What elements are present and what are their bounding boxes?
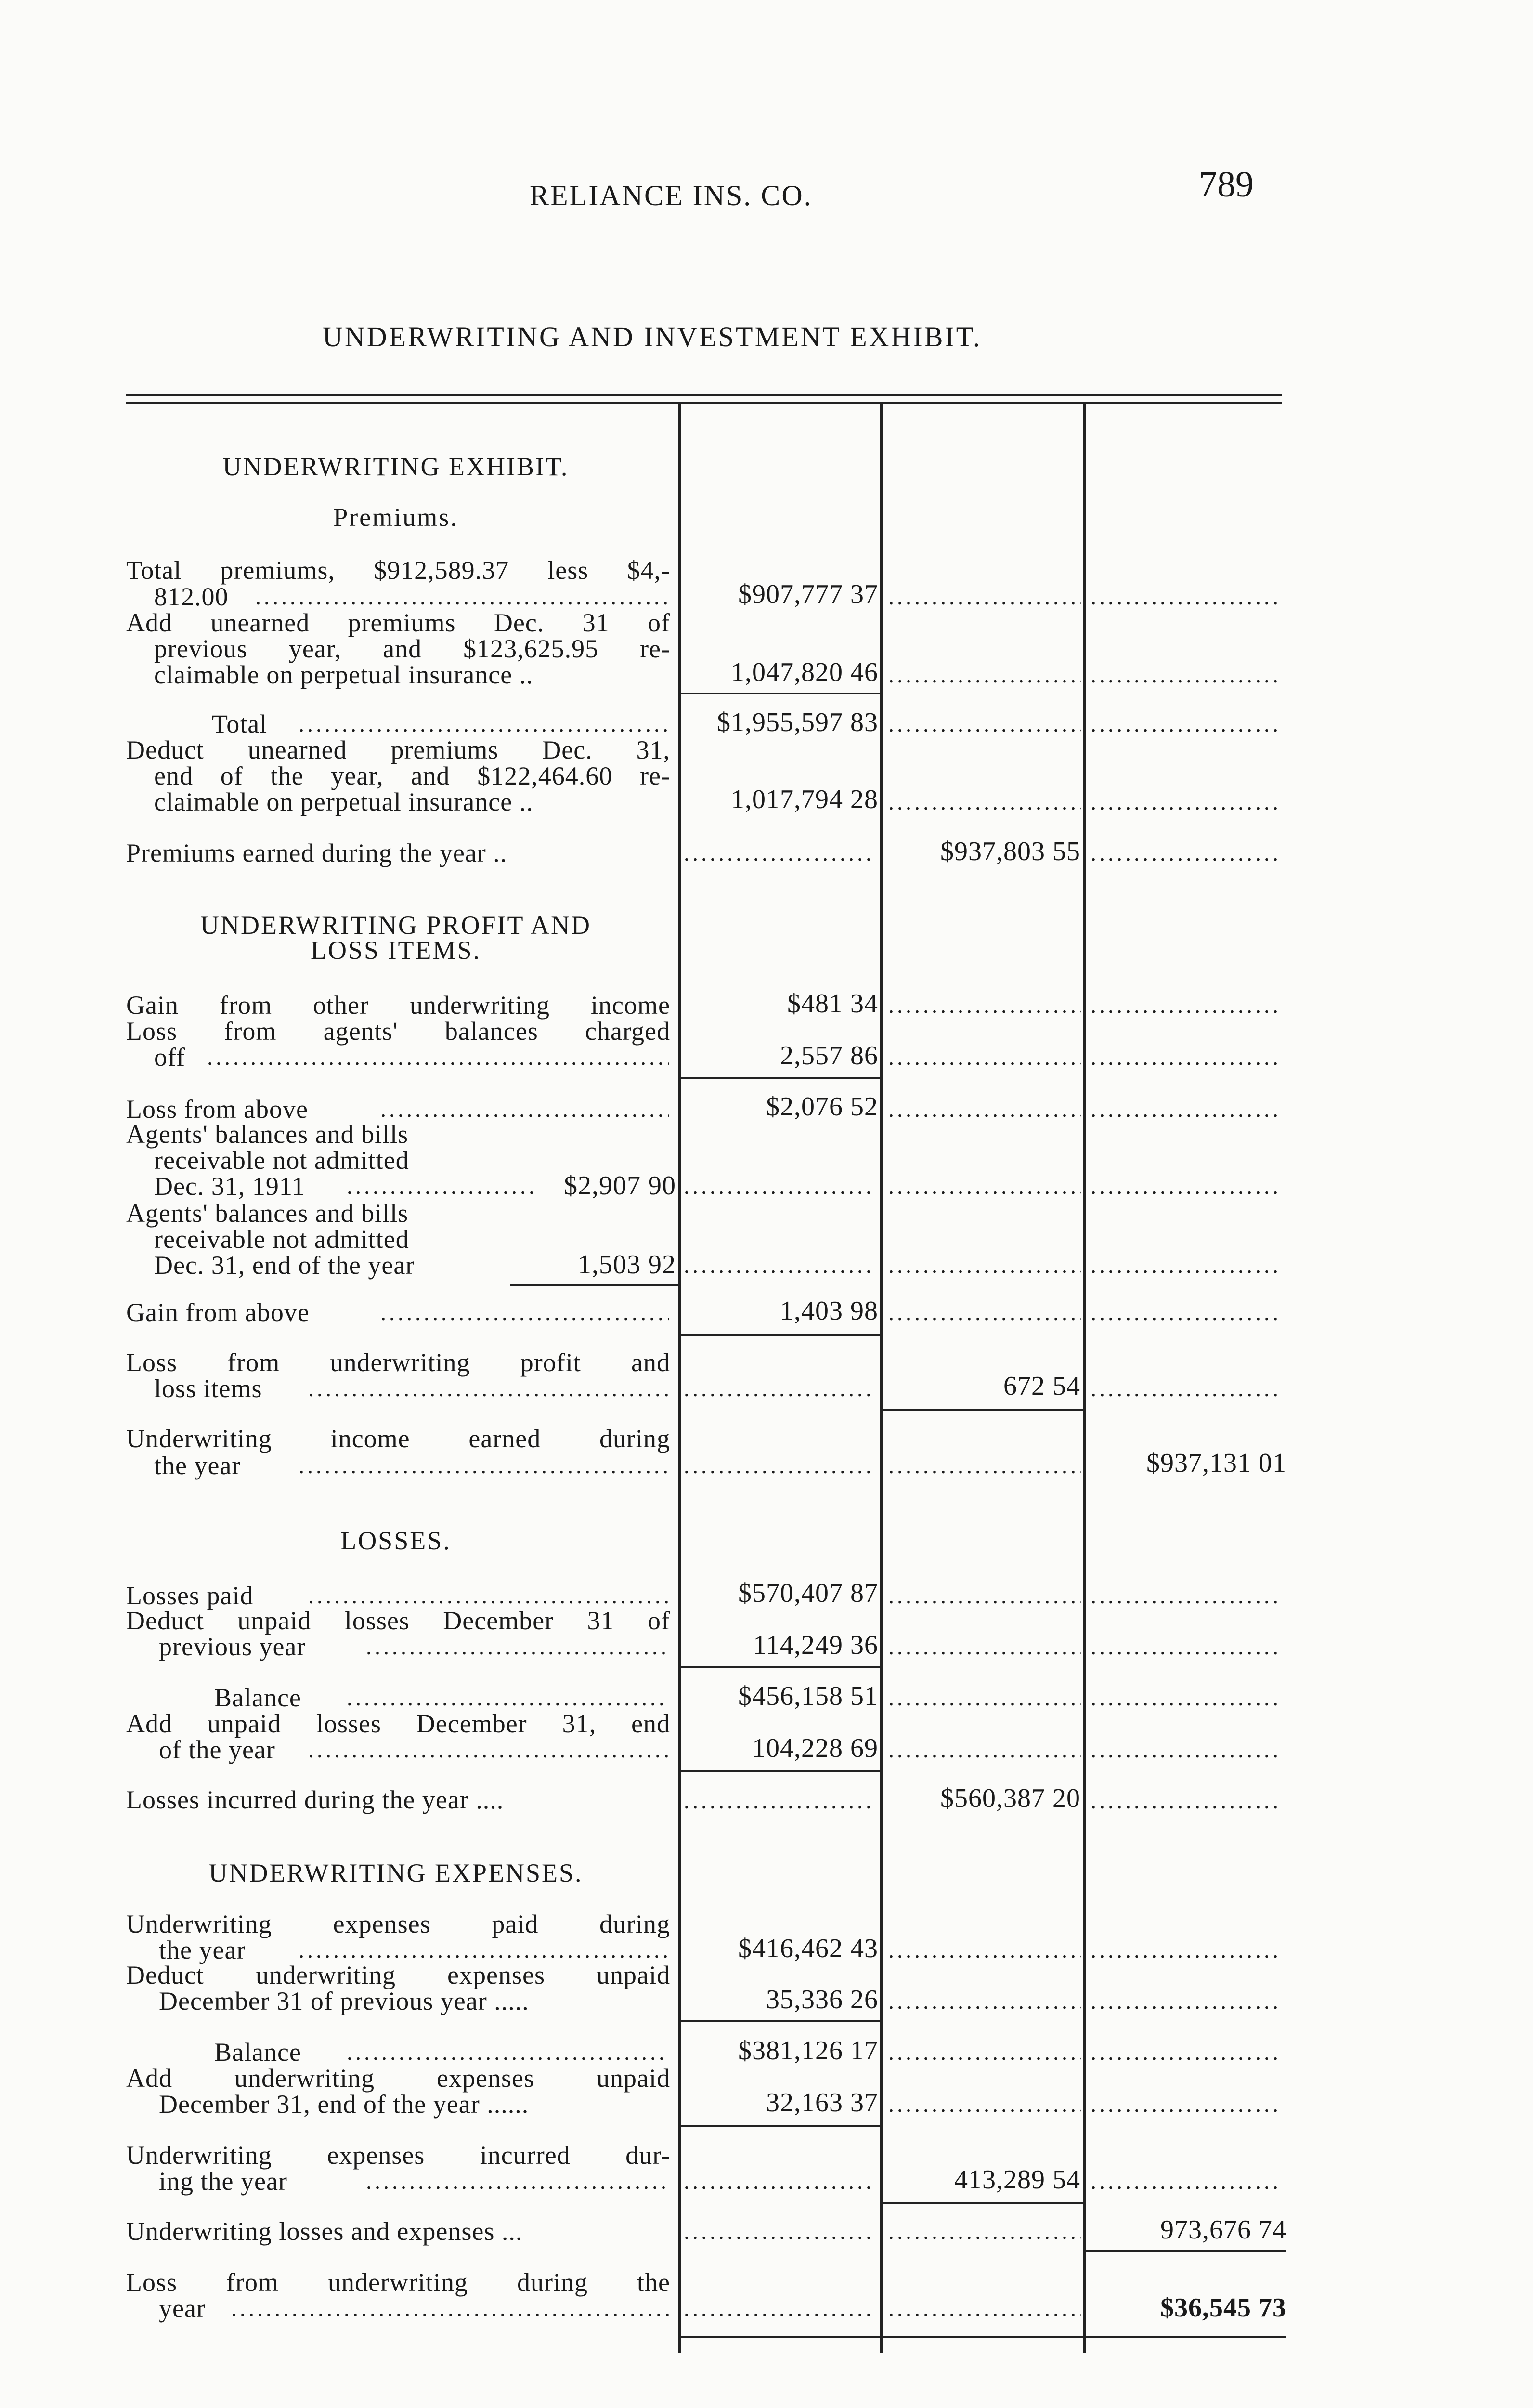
leader-dots [684,1788,876,1814]
leader-dots [1091,1788,1283,1814]
underwriting-income-earned-line2: the year [154,1451,241,1480]
expenses-paid-amount: $416,462 43 [738,1934,878,1963]
deduct-unearned-line3: claimable on perpetual insurance .. [154,787,533,816]
deduct-expenses-unpaid-line2: December 31 of previous year ..... [159,1987,529,2015]
leader-dots [888,1634,1081,1660]
leader-dots [1091,1685,1283,1711]
losses-balance-amount: $456,158 51 [738,1681,878,1711]
leader-dots [684,2218,876,2245]
leader-dots [1091,1096,1283,1123]
agents-balances-end-amount: 1,503 92 [578,1250,676,1280]
section-heading-losses: LOSSES. [340,1526,451,1555]
gain-other-income-label: Gain from other underwriting income [126,991,670,1020]
underwriting-losses-expenses-label: Underwriting losses and expenses ... [126,2217,523,2246]
leader-dots [1091,840,1283,866]
loss-profit-loss-items-line1: Loss from underwriting profit and [126,1348,670,1377]
loss-profit-loss-items-amount: 672 54 [1003,1371,1080,1401]
loss-from-above-label: Loss from above [126,1095,308,1124]
add-expenses-unpaid-amount: 32,163 37 [766,2088,878,2118]
leader-dots [1091,1173,1283,1200]
leader-dots [684,1252,876,1279]
underwriting-income-earned-line1: Underwriting income earned during [126,1424,670,1453]
leader-dots [1091,2091,1283,2118]
add-unpaid-losses-line1: Add unpaid losses December 31, end [126,1709,670,1738]
table-bottom-rule [680,2336,1286,2338]
leader-dots [347,2039,669,2066]
column-divider-3 [1083,403,1086,2353]
loss-from-underwriting-line2: year [159,2294,206,2323]
leader-dots [684,840,876,866]
losses-incurred-label: Losses incurred during the year .... [126,1785,504,1814]
expenses-balance-label: Balance [214,2038,301,2067]
agents-balances-1911-line3: Dec. 31, 1911 [154,1172,305,1201]
table-top-rule [126,394,1282,396]
deduct-unearned-line2: end of the year, and $122,464.60 re- [154,761,670,790]
section-heading-expenses: UNDERWRITING EXPENSES. [208,1858,583,1887]
leader-dots [888,2218,1081,2245]
losses-balance-label: Balance [214,1683,301,1712]
sum-rule [510,1284,678,1286]
gain-other-income-amount: $481 34 [787,989,878,1019]
leader-dots [888,1299,1081,1326]
leader-dots [1091,2039,1283,2066]
premiums-total-amount: $907,777 37 [738,579,878,609]
leader-dots [1091,711,1283,737]
leader-dots [684,1453,876,1479]
add-expenses-unpaid-line2: December 31, end of the year ...... [159,2090,529,2119]
leader-dots [684,1173,876,1200]
add-unearned-line3: claimable on perpetual insurance .. [154,660,533,689]
leader-dots [231,2295,669,2322]
sum-rule [680,1077,880,1079]
add-expenses-unpaid-line1: Add underwriting expenses unpaid [126,2064,670,2093]
sum-rule [680,1334,880,1336]
page-title: UNDERWRITING AND INVESTMENT EXHIBIT. [323,321,982,353]
loss-profit-loss-items-line2: loss items [154,1374,262,1403]
sum-rule [882,1409,1083,1411]
deduct-expenses-unpaid-amount: 35,336 26 [766,1985,878,2015]
leader-dots [299,1453,669,1479]
leader-dots [684,1375,876,1402]
premiums-total-line2: 812.00 [154,582,229,611]
premiums-earned-amount: $937,803 55 [940,837,1080,866]
expenses-balance-amount: $381,126 17 [738,2036,878,2066]
expenses-incurred-amount: 413,289 54 [954,2165,1080,2195]
losses-paid-amount: $570,407 87 [738,1578,878,1608]
subheading-premiums: Premiums. [333,503,458,532]
losses-incurred-amount: $560,387 20 [940,1783,1080,1813]
gain-from-above-amount: 1,403 98 [780,1296,878,1326]
leader-dots [684,2295,876,2322]
leader-dots [255,584,669,610]
leader-dots [380,1299,669,1326]
leader-dots [888,711,1081,737]
leader-dots [1091,1299,1283,1326]
leader-dots [1091,1988,1283,2015]
add-unearned-line1: Add unearned premiums Dec. 31 of [126,608,670,637]
leader-dots [366,1634,669,1660]
agents-balances-end-line1: Agents' balances and bills [126,1199,409,1228]
deduct-unearned-amount: 1,017,794 28 [731,785,878,814]
expenses-paid-line2: the year [159,1936,246,1964]
leader-dots [888,1044,1081,1071]
leader-dots [888,1173,1081,1200]
section-heading-profit-loss-1: UNDERWRITING PROFIT AND [200,911,592,940]
deduct-unpaid-losses-line1: Deduct unpaid losses December 31 of [126,1606,670,1635]
agents-balances-1911-line2: receivable not admitted [154,1146,409,1175]
deduct-unpaid-losses-line2: previous year [159,1632,306,1661]
leader-dots [888,2091,1081,2118]
table-top-rule-double [126,402,1282,404]
leader-dots [347,1685,669,1711]
leader-dots [888,789,1081,815]
add-unearned-line2: previous year, and $123,625.95 re- [154,634,670,663]
agents-balances-end-line2: receivable not admitted [154,1225,409,1254]
add-unpaid-losses-line2: of the year [159,1735,275,1764]
deduct-expenses-unpaid-line1: Deduct underwriting expenses unpaid [126,1961,670,1989]
leader-dots [888,2295,1081,2322]
add-unpaid-losses-amount: 104,228 69 [752,1733,878,1763]
leader-dots [1091,2168,1283,2195]
leader-dots [308,1737,669,1763]
deduct-unearned-line1: Deduct unearned premiums Dec. 31, [126,735,670,764]
leader-dots [1091,584,1283,610]
leader-dots [1091,1044,1283,1071]
underwriting-income-earned-amount: $937,131 01 [1146,1448,1286,1478]
section-heading-underwriting: UNDERWRITING EXHIBIT. [222,452,569,481]
expenses-paid-line1: Underwriting expenses paid during [126,1910,670,1938]
section-heading-profit-loss-2: LOSS ITEMS. [310,936,481,965]
leader-dots [888,1737,1081,1763]
leader-dots [684,2168,876,2195]
underwriting-losses-expenses-amount: 973,676 74 [1160,2215,1286,2245]
leader-dots [1091,1375,1283,1402]
sum-rule [680,693,880,694]
leader-dots [888,1937,1081,1963]
leader-dots [888,1583,1081,1609]
loss-from-underwriting-line1: Loss from underwriting during the [126,2268,670,2297]
column-divider-1 [678,403,681,2353]
loss-agents-balances-line2: off [154,1043,185,1072]
agents-balances-1911-amount: $2,907 90 [564,1171,676,1201]
leader-dots [888,1096,1081,1123]
expenses-incurred-line2: ing the year [159,2167,287,2196]
leader-dots [1091,1634,1283,1660]
leader-dots [308,1375,669,1402]
leader-dots [1091,662,1283,688]
leader-dots [299,1937,669,1963]
leader-dots [347,1173,539,1200]
sum-rule [680,1770,880,1772]
premiums-earned-label: Premiums earned during the year .. [126,838,507,867]
losses-paid-label: Losses paid [126,1581,254,1610]
deduct-unpaid-losses-amount: 114,249 36 [753,1630,878,1660]
sum-rule [680,2020,880,2022]
leader-dots [888,1453,1081,1479]
leader-dots [380,1096,669,1123]
leader-dots [888,992,1081,1019]
leader-dots [888,1252,1081,1279]
leader-dots [1091,1737,1283,1763]
sum-rule [882,2202,1083,2204]
running-head: RELIANCE INS. CO. [530,180,813,211]
leader-dots [888,1685,1081,1711]
leader-dots [308,1583,669,1609]
leader-dots [207,1044,669,1071]
sum-rule [680,1666,880,1668]
loss-agents-balances-line1: Loss from agents' balances charged [126,1017,670,1046]
premiums-subtotal-label: Total [212,709,268,738]
leader-dots [888,662,1081,688]
leader-dots [888,1988,1081,2015]
loss-agents-balances-amount: 2,557 86 [780,1041,878,1071]
sum-rule [680,2125,880,2127]
expenses-incurred-line1: Underwriting expenses incurred dur- [126,2141,670,2170]
agents-balances-1911-line1: Agents' balances and bills [126,1120,409,1149]
leader-dots [1091,1583,1283,1609]
leader-dots [1091,789,1283,815]
premiums-subtotal-amount: $1,955,597 83 [717,707,878,737]
leader-dots [1091,1937,1283,1963]
leader-dots [888,2039,1081,2066]
leader-dots [1091,992,1283,1019]
sum-rule [1085,2250,1286,2252]
agents-balances-end-line3: Dec. 31, end of the year [154,1251,415,1280]
leader-dots [1091,1252,1283,1279]
premiums-total-line1: Total premiums, $912,589.37 less $4,- [126,556,670,585]
column-divider-2 [880,403,883,2353]
leader-dots [888,584,1081,610]
add-unearned-amount: 1,047,820 46 [731,657,878,687]
gain-from-above-label: Gain from above [126,1298,310,1327]
loss-from-underwriting-amount: $36,545 73 [1160,2293,1286,2323]
loss-from-above-amount: $2,076 52 [766,1092,878,1122]
leader-dots [299,711,669,737]
page-number: 789 [1199,164,1254,205]
leader-dots [366,2168,669,2195]
